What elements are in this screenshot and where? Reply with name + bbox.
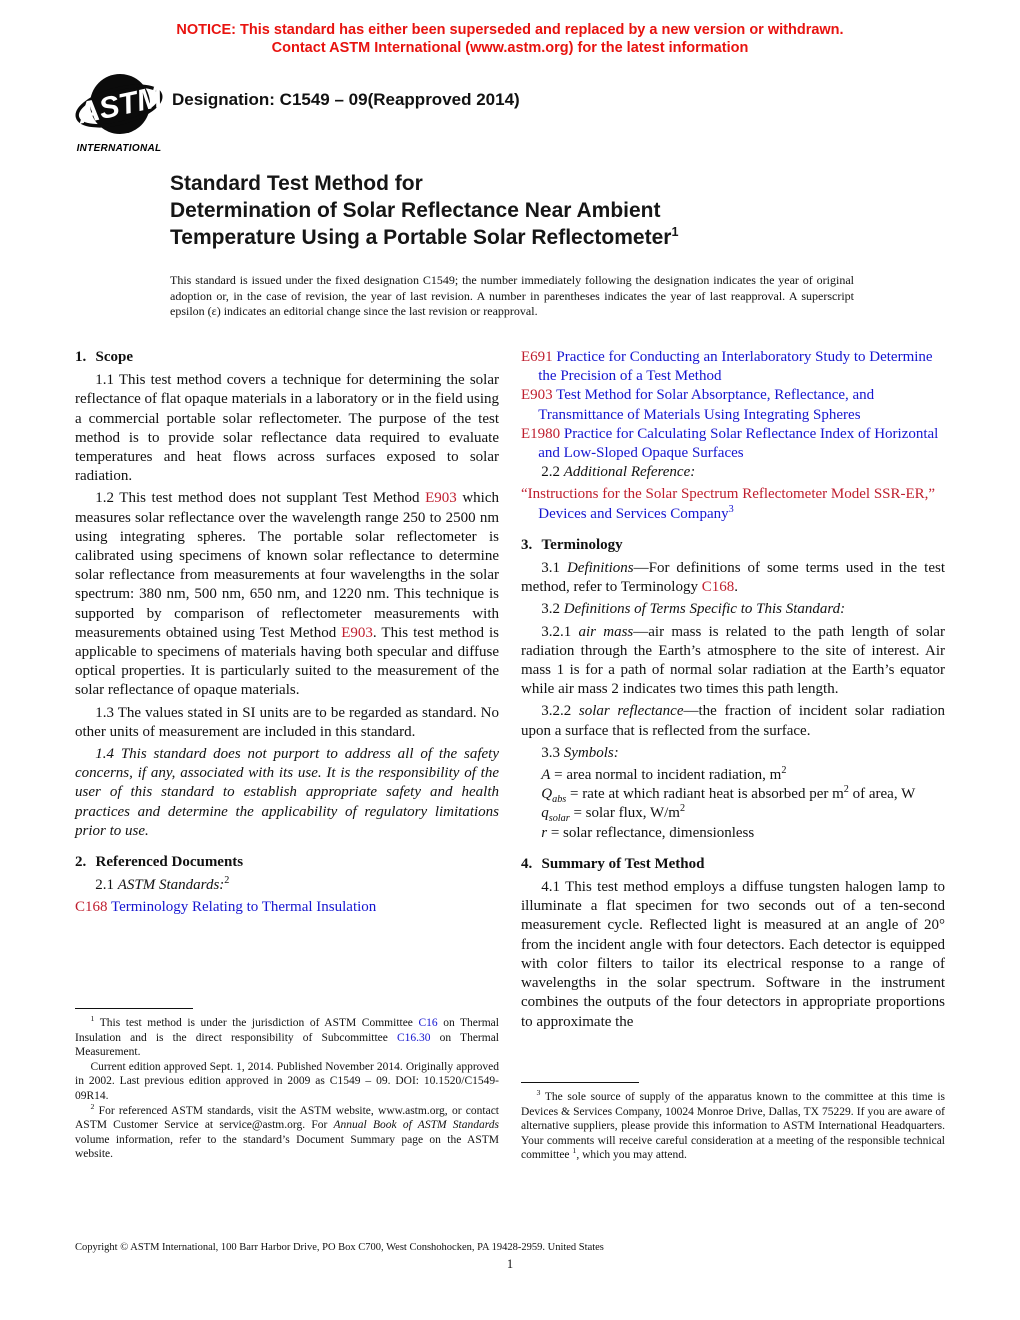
ref-entry-ssr — [521, 485, 945, 523]
symbol-area — [521, 766, 945, 785]
symbol-qabs-sup: 2 — [843, 784, 849, 796]
para-3-2-1-text: —air mass is related to the path length of solar radiation through the Earth’s atmosphere to the site of interest. Air mass 1 is for a path of normal solar radiation at the Earth’s equator while air mass 2 indicates two times this path length. — [521, 623, 946, 698]
ref-entry-e691 — [521, 348, 945, 386]
para-3-3-label: Symbols: — [563, 744, 619, 761]
para-2-1-footnote-marker: 2 — [224, 875, 230, 887]
footnote-rule-right — [521, 1082, 639, 1083]
ref-entry-e1980 — [521, 425, 945, 463]
symbol-area-text: = area normal to incident radiation, m — [550, 767, 782, 784]
footnote-2-book-title: Annual Book of ASTM Standards — [333, 1119, 499, 1132]
footnote-1-a: This test method is under the jurisdiction of ASTM Committee — [94, 1017, 419, 1029]
title-line-2: Determination of Solar Reflectance Near Ambient — [170, 199, 661, 222]
symbol-r-var: r — [541, 824, 548, 841]
footnote-2-b: volume information, refer to the standard’s Document Summary page on the ASTM website. — [75, 1133, 499, 1161]
section-3-label: Terminology — [541, 536, 623, 553]
symbol-qsolar-sup: 2 — [679, 803, 686, 815]
symbol-qsolar-sub: solar — [548, 813, 570, 825]
footnote-3 — [521, 1090, 945, 1163]
para-3-2-label: Definitions of Terms Specific to This Standard: — [563, 601, 846, 618]
footnote-3-b: , which you may attend. — [576, 1149, 687, 1162]
para-3-1-b: . — [734, 579, 738, 596]
symbol-qsolar-var: q — [541, 805, 549, 822]
para-3-2-1-term: air mass — [578, 623, 634, 640]
copyright-line: Copyright © ASTM International, 100 Barr Harbor Drive, PO Box C700, West Conshohocken, PA 19428-2959. United States — [75, 1242, 604, 1253]
para-3-1-number: 3.1 — [541, 560, 567, 577]
astm-globe-icon — [74, 68, 164, 146]
symbol-qabs-var: Q — [541, 786, 553, 803]
title-footnote-marker: 1 — [671, 225, 679, 239]
symbol-r — [521, 824, 945, 843]
link-e1980-title[interactable]: Practice for Calculating Solar Reflectance Index of Horizontal and Low-Sloped Opaque Surfaces — [538, 425, 939, 462]
para-2-1 — [75, 876, 499, 895]
link-ssr-instructions[interactable]: “Instructions for the Solar Spectrum Reflectometer Model SSR-ER,” — [521, 486, 936, 503]
section-4-label: Summary of Test Method — [541, 855, 705, 872]
link-e691-title[interactable]: Practice for Conducting an Interlaboratory Study to Determine the Precision of a Test Method — [538, 349, 933, 385]
link-c168[interactable]: C168 — [75, 899, 108, 916]
section-4-heading — [521, 855, 945, 874]
footnotes-left — [75, 1008, 499, 1162]
para-2-2-label: Additional Reference: — [563, 464, 696, 481]
title-line-3 — [170, 224, 910, 251]
footnote-1-c: on Thermal Measurement. — [75, 1031, 499, 1059]
para-4-1: 4.1 This test method employs a diffuse tungsten halogen lamp to illuminate a flat specimen for two seconds out of a ten-second measurement cycle. Reflected light is measured at an angle of 20° from the incident angle with four detectors. Each detector is equipped with color filters to tailor its electrical response to a range of wavelengths in the solar spectrum. Software in the instrument combines the outputs of the four detectors in appropriate proportions to approximate the — [521, 879, 945, 1030]
section-2-number: 2. — [75, 854, 87, 871]
para-3-2-2-term: solar reflectance — [578, 703, 684, 720]
footnote-3-inner-marker: 1 — [572, 1146, 577, 1156]
para-3-1-term: Definitions — [566, 560, 634, 577]
supersession-notice — [0, 22, 1020, 57]
link-c16[interactable]: C16 — [418, 1017, 438, 1029]
symbol-qabs-sub: abs — [552, 794, 567, 806]
page-number: 1 — [506, 1257, 514, 1271]
symbol-qsolar — [521, 804, 945, 823]
para-1-2-a: 1.2 This test method does not supplant Test Method — [95, 490, 426, 507]
footnote-2-marker: 2 — [90, 1101, 95, 1111]
footnote-3-a: The sole source of supply of the apparatus known to the committee at this time is Devices & Services Company, 10024 Monroe Drive, Dallas, TX 75229. If you are aware of alternative suppliers, please provide this information to ASTM International Headquarters. Your comments will receive careful consideration at a meeting of the responsible technical committee — [521, 1091, 945, 1162]
link-c16-30[interactable]: C16.30 — [396, 1031, 431, 1044]
link-e691[interactable]: E691 — [521, 349, 553, 365]
link-ssr-company[interactable]: Devices and Services Company — [538, 505, 729, 522]
link-e903[interactable]: E903 — [425, 490, 457, 507]
para-1-2 — [75, 489, 499, 700]
footnote-1 — [75, 1016, 499, 1060]
symbol-r-text: = solar reflectance, dimensionless — [547, 824, 755, 841]
footnote-1-marker: 1 — [90, 1014, 95, 1024]
para-3-1 — [521, 559, 945, 597]
designation: Designation: C1549 – 09(Reapproved 2014) — [172, 90, 520, 109]
section-2-label: Referenced Documents — [95, 854, 244, 871]
para-1-2-b: which measures solar reflectance over the wavelength range 250 to 2500 nm using integrating spheres. The portable solar reflectometer is calibrated using specimens of known solar reflectance to determine solar reflectance from measurements at four wavelengths in the solar spectrum: 380 nm, 500 nm, 650 nm, and 1220 nm. This technique is supported by comparison of reflectometer measurements with measurements obtained using Test Method — [75, 490, 499, 641]
para-2-1-label: ASTM Standards: — [117, 877, 225, 894]
link-e1980[interactable]: E1980 — [521, 425, 561, 442]
standard-title — [170, 170, 910, 251]
para-3-3-number: 3.3 — [541, 744, 564, 761]
footnote-2 — [75, 1101, 499, 1162]
ref-entry-c168 — [75, 898, 499, 917]
astm-logo-international-label: INTERNATIONAL — [76, 143, 162, 154]
para-3-2-number: 3.2 — [541, 601, 564, 618]
ssr-footnote-marker[interactable]: 3 — [728, 503, 734, 515]
svg-text:ASTM: ASTM — [74, 80, 164, 131]
link-c168-title[interactable]: Terminology Relating to Thermal Insulation — [107, 899, 377, 916]
para-3-2-1-number: 3.2.1 — [541, 623, 579, 640]
section-1-heading — [75, 348, 499, 367]
symbol-qabs-text1: = rate at which radiant heat is absorbed per m — [566, 786, 844, 803]
para-2-1-number: 2.1 — [95, 877, 118, 894]
issue-note: This standard is issued under the fixed designation C1549; the number immediately following the designation indicates the year of original adoption or, in the case of revision, the year of last revision. A number in parentheses indicates the year of last reapproval. A superscript epsilon (ε) indicates an editorial change since the last revision or reapproval. — [170, 273, 854, 318]
symbol-qabs-text2: of area, W — [848, 786, 916, 803]
ref-entry-e903 — [521, 386, 945, 424]
section-3-number: 3. — [521, 536, 533, 553]
para-1-1: 1.1 This test method covers a technique for determining the solar reflectance of flat opaque materials in a laboratory or in the field using a commercial portable solar reflectometer. The purpose of the test method is to provide solar reflectance data required to evaluate temperatures and heat flows across surfaces exposed to solar radiation. — [75, 372, 499, 485]
footnotes-right — [521, 1082, 945, 1163]
right-column — [521, 348, 945, 1035]
para-3-2 — [521, 600, 945, 619]
link-e903-list[interactable]: E903 — [521, 387, 553, 404]
section-4-number: 4. — [521, 855, 533, 872]
para-1-3: 1.3 The values stated in SI units are to be regarded as standard. No other units of measurement are included in this standard. — [75, 704, 499, 740]
title-line-3-text: Temperature Using a Portable Solar Reflectometer — [170, 226, 672, 249]
title-line-1: Standard Test Method for — [170, 172, 423, 195]
para-1-4: 1.4 This standard does not purport to address all of the safety concerns, if any, associated with its use. It is the responsibility of the user of this standard to establish appropriate safety and health practices and determine the applicability of regulatory limitations prior to use. — [75, 746, 499, 839]
para-3-2-2-text: —the fraction of incident solar radiation upon a surface that is reflected from the surface. — [521, 703, 946, 739]
left-column — [75, 348, 499, 918]
section-1-number: 1. — [75, 349, 87, 365]
symbol-qsolar-text1: = solar flux, W/m — [569, 805, 680, 822]
para-3-1-a: —For definitions of some terms used in the test method, refer to Terminology — [521, 560, 945, 596]
footnote-3-marker: 3 — [536, 1088, 541, 1098]
para-3-3 — [521, 744, 945, 763]
footnote-1-b: on Thermal Insulation and is the direct responsibility of Subcommittee — [75, 1017, 499, 1044]
section-1-label: Scope — [95, 349, 134, 365]
section-3-heading — [521, 536, 945, 555]
astm-logo — [73, 68, 165, 154]
para-3-2-2 — [521, 702, 945, 740]
para-2-2-number: 2.2 — [541, 464, 564, 481]
para-3-2-1 — [521, 623, 945, 700]
section-2-heading — [75, 853, 499, 872]
symbol-area-sup: 2 — [781, 765, 787, 777]
footnote-2-a: For referenced ASTM standards, visit the ASTM website, www.astm.org, or contact ASTM Customer Service at service@astm.org. For — [75, 1104, 499, 1132]
link-c168-terminology[interactable]: C168 — [701, 579, 735, 596]
notice-line-2: Contact ASTM International (www.astm.org) for the latest information — [271, 39, 749, 56]
link-e903-2[interactable]: E903 — [341, 624, 373, 641]
link-e903-title[interactable]: Test Method for Solar Absorptance, Reflectance, and Transmittance of Materials Using Integrating Spheres — [538, 387, 875, 423]
footnote-rule-left — [75, 1008, 193, 1009]
para-3-2-2-number: 3.2.2 — [541, 703, 579, 720]
notice-line-1: NOTICE: This standard has either been superseded and replaced by a new version or withdrawn. — [176, 22, 844, 38]
symbol-area-var: A — [541, 767, 551, 784]
para-2-2 — [521, 463, 945, 482]
footnote-edition: Current edition approved Sept. 1, 2014. Published November 2014. Originally approved in 2002. Last previous edition approved in 2009 as C1549 – 09. DOI: 10.1520/C1549-09R14. — [75, 1060, 499, 1102]
symbol-qabs — [521, 785, 945, 804]
para-1-2-c: . This test method is applicable to specimens of materials having both specular and diffuse optical properties. It is particularly suited to the measurement of the solar reflectance of opaque materials. — [75, 624, 499, 699]
